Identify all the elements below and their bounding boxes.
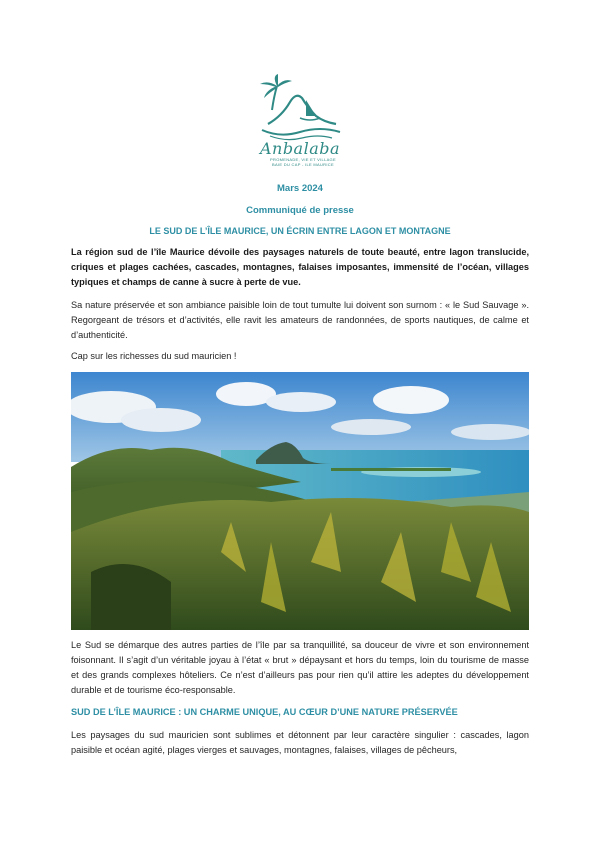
brand-tagline-line2: BAIE DU CAP - ILE MAURICE	[272, 162, 334, 167]
brand-name: Anbalaba	[259, 139, 341, 158]
lead-paragraph: La région sud de l’île Maurice dévoile des paysages naturels de toute beauté, entre lagon translucide, criques et plages cachées, cascades, montagnes, falaises imposantes, immensité de l’océan, villages typiques et champs de canne à sucre à perte de vue.	[71, 247, 529, 287]
paragraph-5: Les paysages du sud mauricien sont sublimes et détonnent par leur caractère singulier : cascades, lagon paisible et océan agité, plages vierges et sauvages, montagnes, falaises, villages de pêcheurs,	[71, 730, 529, 755]
release-date: Mars 2024	[277, 183, 323, 194]
landscape-photo	[71, 372, 529, 630]
brand-tagline-line1: PROMENADE, VIE ET VILLAGE	[270, 157, 336, 162]
release-type: Communiqué de presse	[246, 205, 354, 216]
paragraph-3: Cap sur les richesses du sud mauricien !	[71, 351, 237, 361]
release-headline: LE SUD DE L’ÎLE MAURICE, UN ÉCRIN ENTRE LAGON ET MONTAGNE	[149, 226, 451, 236]
section-heading: SUD DE L’ÎLE MAURICE : UN CHARME UNIQUE, AU CŒUR D’UNE NATURE PRÉSERVÉE	[71, 707, 458, 717]
paragraph-4: Le Sud se démarque des autres parties de l’île par sa tranquillité, sa douceur de vivre et son environnement foisonnant. Il s’agit d’un véritable joyau à l’état « brut » dépaysant et hors du temps, loin du tourisme de masse et des grands complexes hôteliers. Ce n’est d’ailleurs pas pour rien qu’il attire les adeptes du développement durable et de tourisme éco-responsable.	[71, 640, 529, 695]
paragraph-2: Sa nature préservée et son ambiance paisible loin de tout tumulte lui doivent son surnom : « le Sud Sauvage ». Regorgeant de trésors et d’activités, elle ravit les amateurs de randonnées, de sports nautiques, de calme et d’authenticité.	[71, 300, 529, 340]
brand-tagline	[258, 157, 348, 167]
